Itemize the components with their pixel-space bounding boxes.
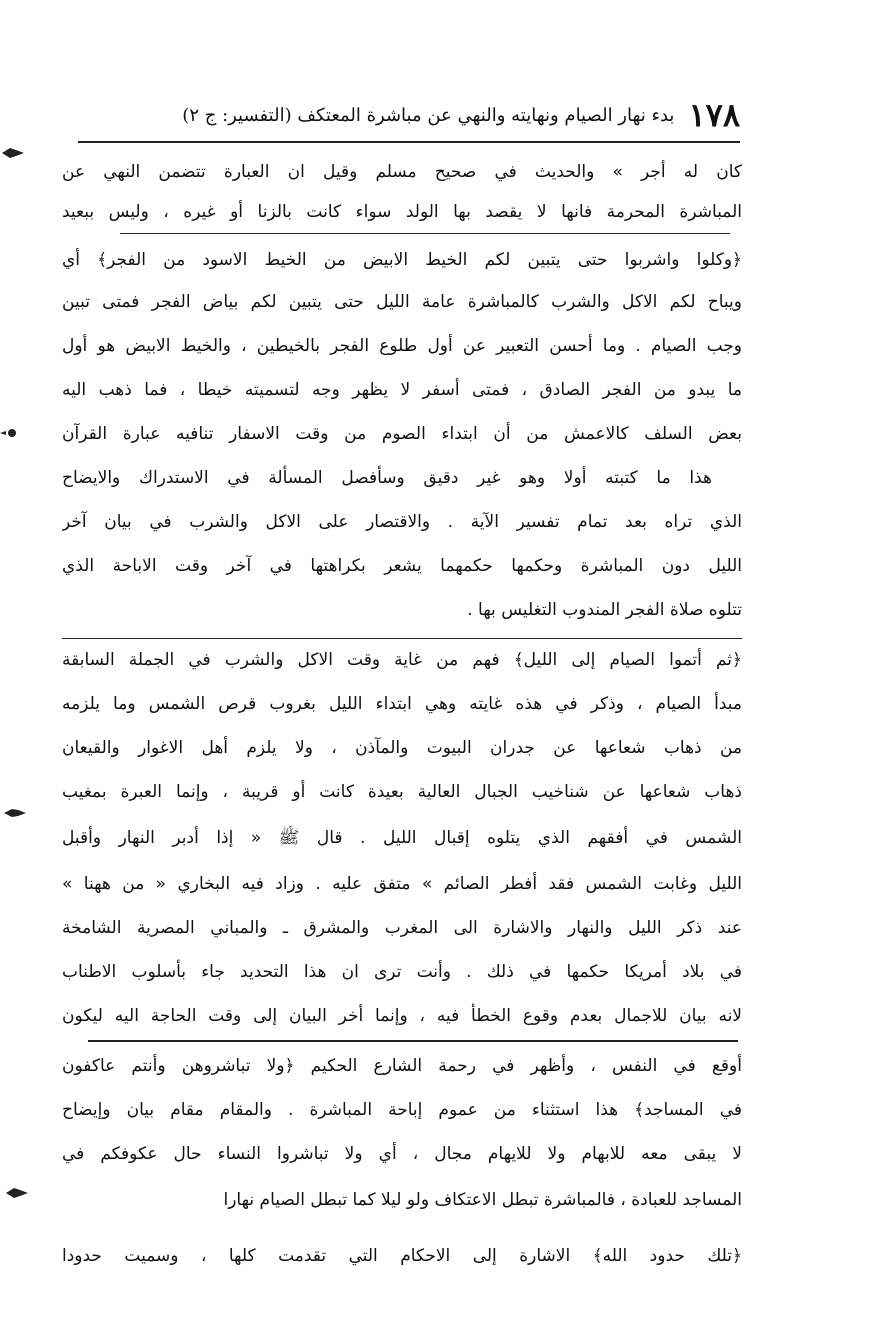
section-rule: [88, 1040, 738, 1042]
page-header: [80, 95, 740, 135]
text-line: لا يبقى معه للابهام ولا للايهام مجال ، أي ولا تباشروا النساء حال عكوفكم في: [62, 1144, 742, 1164]
text-line: في بلاد أمريكا حكمها في ذلك . وأنت ترى ان هذا التحديد جاء بأسلوب الاطناب: [62, 962, 742, 982]
text-line: المباشرة المحرمة فانها لا يقصد بها الولد سواء كانت بالزنا أو غيره ، وليس ببعيد: [62, 202, 742, 222]
text-line: ويباح لكم الاكل والشرب كالمباشرة عامة الليل حتى يتبين لكم بياض الفجر فمتى تبين: [62, 292, 742, 312]
binding-mark-icon: [4, 806, 26, 820]
text-rule: [120, 233, 730, 234]
text-line: ﴿تلك حدود الله﴾ الاشارة إلى الاحكام التي تقدمت كلها ، وسميت حدودا: [62, 1246, 742, 1266]
text-line: أوقع في النفس ، وأظهر في رحمة الشارع الحكيم ﴿ولا تباشروهن وأنتم عاكفون: [62, 1056, 742, 1076]
text-line: الذي تراه بعد تمام تفسير الآية . والاقتصار على الاكل والشرب في بيان آخر: [62, 512, 742, 532]
text-line: بعض السلف كالاعمش من أن ابتداء الصوم من وقت الاسفار تنافيه عبارة القرآن: [62, 424, 742, 444]
text-line: كان له أجر » والحديث في صحيح مسلم وقيل ان العبارة تتضمن النهي عن: [62, 162, 742, 182]
running-title: بدء نهار الصيام ونهايته والنهي عن مباشرة المعتكف (التفسير: ج ٢): [182, 104, 675, 126]
section-rule: [62, 638, 742, 639]
binding-mark-icon: [2, 146, 24, 160]
binding-mark-icon: [6, 1186, 28, 1200]
text-line: هذا ما كتبته أولا وهو غير دقيق وسأفصل المسألة في الاستدراك والايضاح: [62, 468, 712, 488]
binding-mark-icon: [0, 426, 22, 440]
text-line: ذهاب شعاعها عن شناخيب الجبال العالية بعيدة كانت أو قريبة ، وإنما العبرة بمغيب: [62, 782, 742, 802]
text-line: المساجد للعبادة ، فالمباشرة تبطل الاعتكاف ولو ليلا كما تبطل الصيام نهارا: [223, 1190, 742, 1210]
text-line: ما يبدو من الفجر الصادق ، فمتى أسفر لا يظهر وجه لتسميته خيطا ، فما ذهب اليه: [62, 380, 742, 400]
text-line: ﴿ثم أتموا الصيام إلى الليل﴾ فهم من غاية وقت الاكل والشرب في الجملة السابقة: [62, 650, 742, 670]
text-line: تتلوه صلاة الفجر المندوب التغليس بها .: [467, 600, 742, 620]
text-line: من ذهاب شعاعها عن جدران البيوت والمآذن ، ولا يلزم أهل الاغوار والقيعان: [62, 738, 742, 758]
text-line: مبدأ الصيام ، وذكر في هذه غايته وهي ابتداء الليل بغروب قرص الشمس وما يلزمه: [62, 694, 742, 714]
page-number: ١٧٨: [688, 96, 740, 134]
text-line: لانه بيان للاجمال بعدم وقوع الخطأ فيه ، وإنما أخر البيان إلى وقت الحاجة اليه ليكون: [62, 1006, 742, 1026]
text-line: عند ذكر الليل والنهار والاشارة الى المغرب والمشرق ـ والمباني المصرية الشامخة: [62, 918, 742, 938]
header-rule: [78, 141, 740, 143]
text-line: وجب الصيام . وما أحسن التعبير عن أول طلوع الفجر بالخيطين ، والخيط الابيض هو أول: [62, 336, 742, 356]
text-line: ﴿وكلوا واشربوا حتى يتبين لكم الخيط الابيض من الخيط الاسود من الفجر﴾ أي: [62, 250, 742, 270]
text-line: في المساجد﴾ هذا استثناء من عموم إباحة المباشرة . والمقام مقام بيان وإيضاح: [62, 1100, 742, 1120]
text-line: الليل وغابت الشمس فقد أفطر الصائم » متفق عليه . وزاد فيه البخاري « من ههنا »: [62, 874, 742, 894]
text-line: الليل دون المباشرة وحكمها حكمهما يشعر بكراهتها في آخر وقت الاباحة الذي: [62, 556, 742, 576]
text-line: الشمس في أفقهم الذي يتلوه إقبال الليل . قال ﷺ « إذا أدبر النهار وأقبل: [62, 828, 742, 848]
